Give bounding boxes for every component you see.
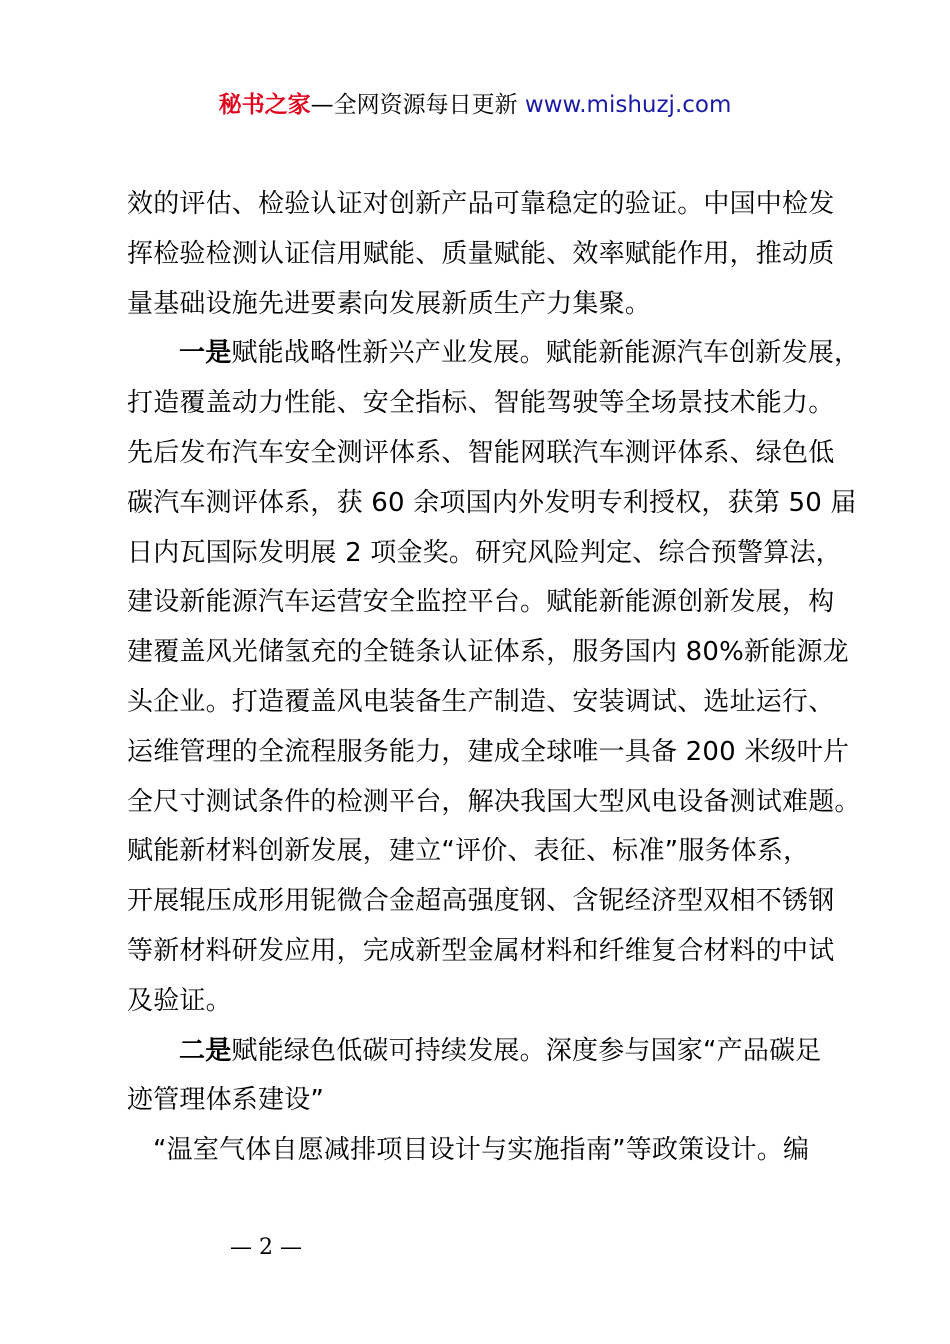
text-line: 量基础设施先进要素向发展新质生产力集聚。: [127, 288, 652, 319]
paragraph-first-line: [127, 1027, 837, 1077]
text-line: 开展辊压成形用铌微合金超高强度钢、含铌经济型双相不锈钢: [127, 886, 835, 917]
paragraph-first-line: [127, 329, 861, 379]
text-line: 头企业。打造覆盖风电装备生产制造、安装调试、选址运行、: [127, 686, 835, 717]
text-line: 建设新能源汽车运营安全监控平台。赋能新能源创新发展，构: [127, 587, 835, 618]
text-line: 效的评估、检验认证对创新产品可靠稳定的验证。中国中检发: [127, 189, 835, 219]
paragraph-lead: 二是: [179, 1035, 232, 1066]
site-brand: 秘书之家: [218, 92, 311, 118]
text-line: 迹管理体系建设”: [127, 1085, 325, 1116]
text-line: 全尺寸测试条件的检测平台，解决我国大型风电设备测试难题。: [127, 786, 861, 817]
text-line: 运维管理的全流程服务能力，建成全球唯一具备 200 米级叶片: [127, 736, 850, 767]
site-header: [0, 90, 950, 120]
site-url-link[interactable]: www.mishuzj.com: [524, 92, 732, 118]
site-tagline: —全网资源每日更新: [310, 92, 518, 118]
text-span: 赋能战略性新兴产业发展。赋能新能源汽车创新发展，: [231, 338, 861, 369]
text-line: 碳汽车测评体系，获 60 余项国内外发明专利授权，获第 50 届: [127, 487, 857, 518]
paragraph-first-line: “温室气体自愿减排项目设计与实施指南”等政策设计。编: [153, 1135, 810, 1166]
text-line: 打造覆盖动力性能、安全指标、智能驾驶等全场景技术能力。: [127, 388, 835, 419]
text-line: 建覆盖风光储氢充的全链条认证体系，服务国内 80%新能源龙: [127, 637, 849, 668]
document-body: [127, 180, 861, 1176]
text-line: 等新材料研发应用，完成新型金属材料和纤维复合材料的中试: [127, 935, 835, 966]
page-number: — 2 —: [230, 1235, 302, 1260]
text-line: 先后发布汽车安全测评体系、智能网联汽车测评体系、绿色低: [127, 437, 835, 468]
text-line: 及验证。: [127, 985, 232, 1016]
text-line: 日内瓦国际发明展 2 项金奖。研究风险判定、综合预警算法，: [127, 537, 842, 568]
text-span: 赋能绿色低碳可持续发展。深度参与国家“产品碳足: [231, 1035, 822, 1066]
text-line: 赋能新材料创新发展，建立“评价、表征、标准”服务体系，: [127, 836, 810, 867]
text-line: 挥检验检测认证信用赋能、质量赋能、效率赋能作用，推动质: [127, 238, 835, 269]
paragraph-lead: 一是: [179, 338, 232, 369]
